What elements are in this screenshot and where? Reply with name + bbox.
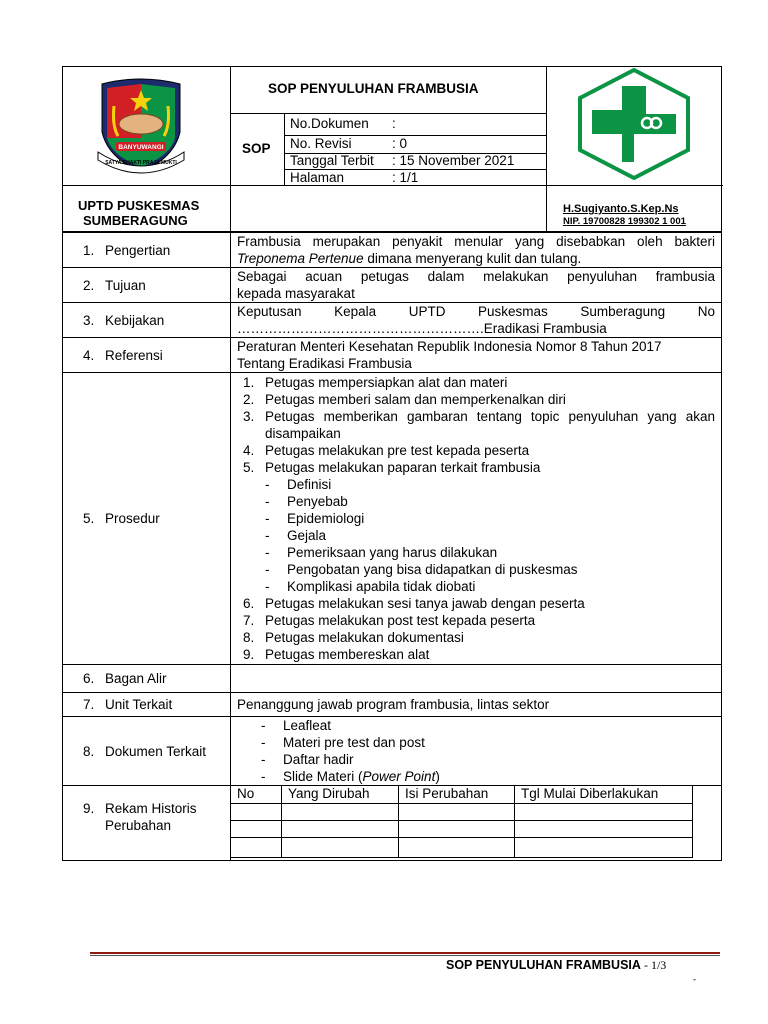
label-kebijakan: 3. Kebijakan [63,303,231,338]
content-rekam-historis [231,786,722,861]
meta-value-no-dokumen: : [392,116,396,131]
procedure-subitem: - Penyebab [265,493,715,510]
document-item: - Slide Materi (Power Point) [261,768,715,785]
procedure-step: 5. Petugas melakukan paparan terkait frambusia [243,460,541,475]
meta-value-tanggal-terbit: : 15 November 2021 [392,153,515,168]
revision-header-row [231,786,693,803]
sop-title: SOP PENYULUHAN FRAMBUSIA [268,81,479,96]
revision-history-table [230,786,693,858]
content-dokumen-terkait [231,717,722,786]
procedure-step: 9. Petugas membereskan alat [243,647,430,662]
col-tgl-mulai: Tgl Mulai Diberlakukan [515,786,693,803]
procedure-subitem: - Definisi [265,476,715,493]
banyuwangi-crest-logo [94,76,188,180]
footer-rule [90,952,720,954]
procedure-step: 2. Petugas memberi salam dan memperkenalkan diri [243,392,566,407]
procedure-step: 3. Petugas memberikan gambaran tentang topic penyuluhan yang akan disampaikan [243,409,715,441]
content-tujuan: Sebagai acuan petugas dalam melakukan penyuluhan frambusia kepada masyarakat [231,268,722,303]
row-prosedur [63,373,722,665]
footer-page-number: - 1/3 [643,958,667,972]
label-bagan-alir: 6. Bagan Alir [63,665,231,693]
footer-title: SOP PENYULUHAN FRAMBUSIA - 1/3 [446,958,667,972]
label-unit-terkait: 7. Unit Terkait [63,693,231,717]
procedure-subitem: - Gejala [265,527,715,544]
label-pengertian: 1. Pengertian [63,233,231,268]
footer-rule-thin [90,955,720,956]
col-isi-perubahan: Isi Perubahan [399,786,515,803]
col-yang-dirubah: Yang Dirubah [282,786,399,803]
footer-dash: - [693,974,696,984]
meta-value-halaman: : 1/1 [392,170,419,185]
puskesmas-logo [576,68,692,180]
content-pengertian: Frambusia merupakan penyakit menular yang disebabkan oleh bakteri Treponema Pertenue dimana menyerang kulit dan tulang. [231,233,722,268]
content-prosedur [231,373,722,665]
procedure-step: 1. Petugas mempersiapkan alat dan materi [243,375,508,390]
row-pengertian [63,233,722,268]
procedure-subitems [237,476,715,595]
row-bagan-alir [63,665,722,693]
procedure-subitem: - Komplikasi apabila tidak diobati [265,578,715,595]
procedure-step: 4. Petugas melakukan pre test kepada peserta [243,443,530,458]
procedure-subitem: - Epidemiologi [265,510,715,527]
org-name-line2: SUMBERAGUNG [83,213,188,228]
label-dokumen-terkait: 8. Dokumen Terkait [63,717,231,786]
row-referensi [63,338,722,373]
document-item: - Daftar hadir [261,751,715,768]
sop-label: SOP [242,141,271,156]
meta-label-halaman: Halaman [290,170,345,185]
meta-label-no-revisi: No. Revisi [290,136,352,151]
label-prosedur: 5. Prosedur [63,373,231,665]
row-rekam-historis [63,786,722,861]
row-tujuan [63,268,722,303]
content-kebijakan: Keputusan Kepala UPTD Puskesmas Sumberagung No ……………………………………………….Eradikasi Frambusia [231,303,722,338]
sop-content-table [62,232,722,861]
revision-row [231,803,693,820]
crest-name-text: BANYUWANGI [118,144,164,151]
label-referensi: 4. Referensi [63,338,231,373]
procedure-step: 6. Petugas melakukan sesi tanya jawab dengan peserta [243,596,585,611]
procedure-subitem: - Pengobatan yang bisa didapatkan di puskesmas [265,561,715,578]
meta-value-no-revisi: : 0 [392,136,408,151]
bacteria-name: Treponema Pertenue [237,251,364,266]
document-item: - Materi pre test dan post [261,734,715,751]
org-name-line1: UPTD PUSKESMAS [78,198,200,213]
procedure-steps-b [237,595,715,663]
row-unit-terkait [63,693,722,717]
label-tujuan: 2. Tujuan [63,268,231,303]
meta-label-no-dokumen: No.Dokumen [290,116,369,131]
row-dokumen-terkait [63,717,722,786]
revision-row [231,820,693,837]
row-kebijakan [63,303,722,338]
col-no: No [231,786,282,803]
document-item: - Leafleat [261,717,715,734]
procedure-step: 8. Petugas melakukan dokumentasi [243,630,464,645]
signer-name: H.Sugiyanto.S.Kep.Ns [563,203,679,215]
content-referensi: Peraturan Menteri Kesehatan Republik Indonesia Nomor 8 Tahun 2017 Tentang Eradikasi Frambusia [231,338,722,373]
label-rekam-historis: 9. Rekam Historis Perubahan [63,786,231,861]
content-unit-terkait: Penanggung jawab program frambusia, lintas sektor [231,693,722,717]
revision-row [231,837,693,857]
meta-label-tanggal-terbit: Tanggal Terbit [290,153,374,168]
signer-nip: NIP. 19700828 199302 1 001 [563,216,686,227]
content-bagan-alir [231,665,722,693]
procedure-steps-a [237,374,715,476]
crest-motto-text: SATYA BHAKTI PRAJA MUKTI [105,160,177,166]
procedure-step: 7. Petugas melakukan post test kepada peserta [243,613,536,628]
procedure-subitem: - Pemeriksaan yang harus dilakukan [265,544,715,561]
